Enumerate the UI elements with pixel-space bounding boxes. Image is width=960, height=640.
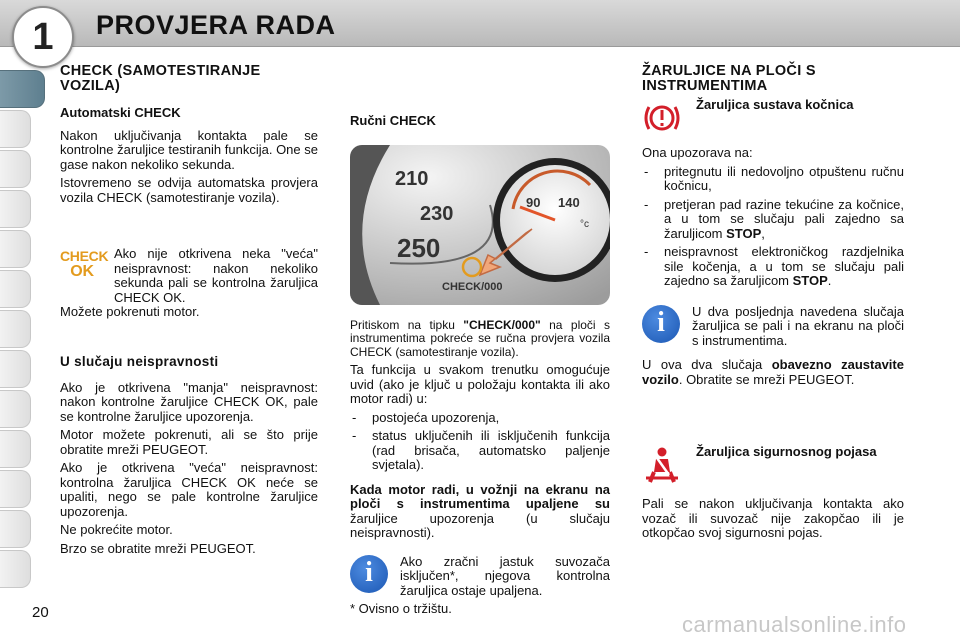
chapter-tab[interactable]: [0, 550, 31, 588]
chapter-tab[interactable]: [0, 390, 31, 428]
middle-column: [350, 64, 610, 621]
temp-label: 140: [558, 194, 580, 210]
left-column: [60, 64, 318, 560]
function-list: [350, 411, 610, 473]
function-paragraph: Ta funkcija u svakom trenutku omogućuje uvid (ako je ključ u položaju kontakta ili ako motor radi) u:: [350, 362, 610, 406]
check-ok-icon: [60, 248, 109, 285]
stop-vehicle-text: U ova dva slučaja obavezno zaustavite vozilo. Obratite se mreži PEUGEOT.: [642, 357, 904, 387]
brake-light-title: Žaruljica sustava kočnica: [696, 97, 854, 112]
chapter-tab[interactable]: [0, 350, 31, 388]
chapter-tab[interactable]: [0, 150, 31, 188]
airbag-note-text: Ako zračni jastuk suvozača isključen*, njegova kontrolna žaruljica ostaje upaljena.: [400, 553, 610, 598]
check-ok-icon-line1: CHECK: [60, 248, 109, 264]
fault-section-title: U slučaju neispravnosti: [60, 353, 219, 369]
fault-paragraph-4: Ne pokrećite motor.: [60, 522, 173, 537]
warning-lights-title: ŽARULJICE NA PLOČI S INSTRUMENTIMA: [642, 63, 816, 94]
driving-paragraph: Kada motor radi, u vožnji na ekranu na ploči s instrumentima upaljene su žaruljice upozorenja (u slučaju neispravnosti).: [350, 481, 610, 540]
fault-paragraph-5: Brzo se obratite mreži PEUGEOT.: [60, 540, 256, 556]
list-item: - pritegnutu ili nedovoljno otpuštenu ručnu kočnicu,: [642, 165, 904, 194]
footnote: * Ovisno o tržištu.: [350, 601, 452, 616]
fault-paragraph-1: Ako je otkrivena "manja" neispravnost: nakon kontrolne žaruljice CHECK OK, pale se kontrolne žaruljice upozorenja.: [60, 379, 318, 424]
check-ok-icon-line2: OK: [70, 263, 94, 280]
seatbelt-warning-icon: [642, 445, 682, 485]
manual-check-title: Ručni CHECK: [350, 113, 436, 128]
instrument-panel-photo: [350, 145, 610, 305]
chapter-number: 1: [12, 6, 74, 68]
speed-label: 230: [420, 202, 454, 225]
chapter-tab[interactable]: [0, 430, 31, 468]
page-title: PROVJERA RADA: [96, 10, 336, 40]
gauge-illustration: [350, 145, 610, 305]
chapter-tab[interactable]: [0, 110, 31, 148]
chapter-tab-active[interactable]: [0, 70, 45, 108]
check-ok-note-text: Ako nije otkrivena neka "veća" neispravnost: nakon nekoliko sekunda pali se kontrolna žaruljica CHECK OK.: [114, 246, 318, 305]
info-icon: i: [350, 555, 388, 593]
brake-warning-list: [642, 165, 904, 289]
chapter-tab[interactable]: [0, 470, 31, 508]
chapter-tab[interactable]: [0, 230, 31, 268]
list-item: - pretjeran pad razine tekućine za kočnice, a u tom se slučaju pali zajedno sa žaruljicom STOP,: [642, 198, 904, 242]
check-section-title: CHECK (SAMOTESTIRANJE VOZILA): [60, 63, 261, 94]
press-check-paragraph: Pritiskom na tipku "CHECK/000" na ploči s instrumentima pokreće se ručna provjera vozila CHECK (samotestiranje vozila).: [350, 317, 610, 359]
page-number: 20: [32, 604, 49, 621]
check-ok-note: [60, 247, 318, 305]
display-info-note: [642, 305, 904, 349]
chapter-tab[interactable]: [0, 510, 31, 548]
watermark: carmanualsonline.info: [682, 612, 907, 637]
list-item: - postojeća upozorenja,: [350, 411, 610, 426]
auto-check-title: Automatski CHECK: [60, 105, 181, 120]
list-item: - status uključenih ili isključenih funkcija (rad brisača, automatsko paljenje svjetala).: [350, 429, 610, 473]
brake-intro: Ona upozorava na:: [642, 145, 753, 160]
temp-label: 90: [526, 194, 541, 210]
fault-paragraph-2: Motor možete pokrenuti, ali se što prije obratite mreži PEUGEOT.: [60, 427, 318, 457]
chapter-tab[interactable]: [0, 310, 31, 348]
check-button-label: CHECK/000: [442, 280, 503, 293]
start-engine-text: Možete pokrenuti motor.: [60, 304, 200, 319]
fault-paragraph-3: Ako je otkrivena "veća" neispravnost: kontrolna žaruljica CHECK OK neće se upaliti, nego se pale kontrolne žaruljice upozorenja.: [60, 460, 318, 519]
seatbelt-text: Pali se nakon uključivanja kontakta ako vozač ili suvozač nije zakopčao ili je otkopčao svoj sigurnosni pojas.: [642, 496, 904, 540]
chapter-tabs: [0, 70, 46, 590]
speed-label: 210: [395, 167, 429, 190]
seatbelt-light-heading: [642, 445, 904, 485]
chapter-tab[interactable]: [0, 270, 31, 308]
brake-light-heading: [642, 98, 904, 138]
right-column: [642, 64, 904, 545]
info-icon: i: [642, 305, 680, 343]
list-item: - neispravnost elektroničkog razdjelnika sile kočenja, a u tom se slučaju pali zajedno sa žaruljicom STOP.: [642, 245, 904, 289]
auto-check-paragraph-2: Istovremeno se odvija automatska provjera vozila CHECK (samotestiranje vozila).: [60, 175, 318, 205]
brake-warning-icon: [642, 98, 682, 138]
speed-label: 250: [397, 232, 441, 263]
auto-check-paragraph-1: Nakon uključivanja kontakta pale se kontrolne žaruljice testiranih funkcija. One se gase nakon nekoliko sekunda.: [60, 127, 318, 172]
display-info-text: U dva posljednja navedena slučaja žaruljica se pali i na ekranu na ploči s instrumentima.: [692, 303, 904, 348]
airbag-note: [350, 555, 610, 599]
seatbelt-light-title: Žaruljica sigurnosnog pojasa: [696, 444, 877, 459]
temp-unit: °c: [580, 218, 589, 230]
chapter-tab[interactable]: [0, 190, 31, 228]
